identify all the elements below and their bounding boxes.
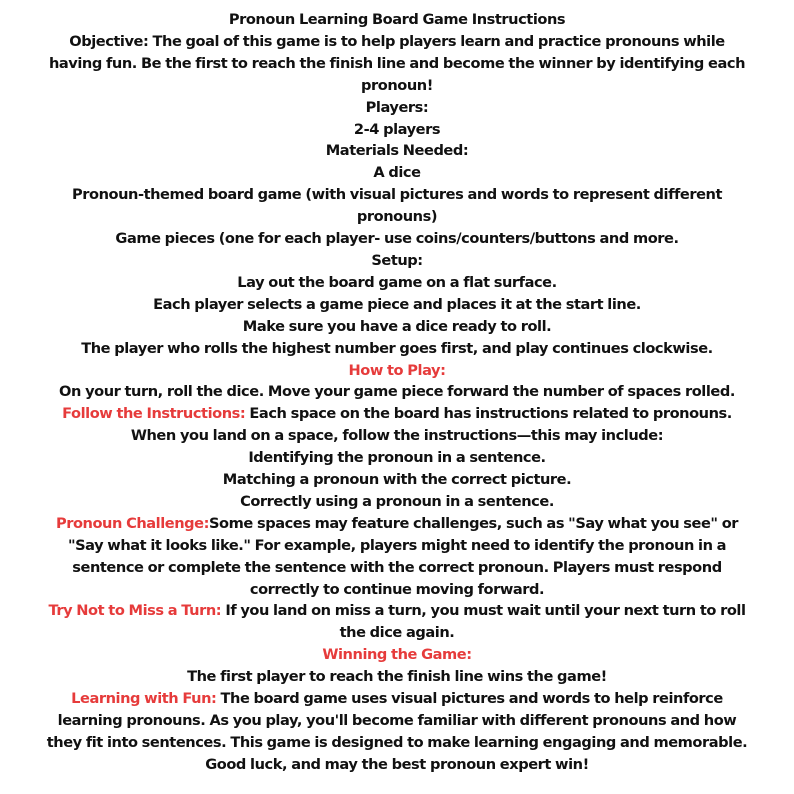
how-to-play-heading: How to Play: — [348, 361, 446, 379]
miss-turn-label: Try Not to Miss a Turn: — [48, 602, 222, 620]
materials-item-dice: A dice — [373, 164, 421, 182]
objective-paragraph: Objective: The goal of this game is to help players learn and practice pronouns while having fun. Be the first to reach the finish line and become the winner by identifying each pronoun! — [48, 32, 746, 94]
players-count: 2-4 players — [353, 120, 441, 138]
setup-step: Each player selects a game piece and places it at the start line. — [153, 295, 641, 313]
pronoun-challenge-text: Some spaces may feature challenges, such as "Say what you see" or "Say what it looks like." For example, players might need to identify the pronoun in a sentence or complete the sentence with the correct pronoun. Players must respond correctly to continue moving forward. — [67, 514, 739, 598]
instruction-item: Correctly using a pronoun in a sentence. — [240, 492, 554, 510]
instruction-item: Matching a pronoun with the correct picture. — [222, 471, 572, 489]
materials-heading: Materials Needed: — [325, 142, 469, 160]
learning-fun-paragraph — [44, 688, 750, 754]
pronoun-challenge-paragraph — [44, 513, 750, 601]
pronoun-challenge-label: Pronoun Challenge: — [55, 514, 209, 532]
follow-instructions-text: Each space on the board has instructions related to pronouns. — [245, 405, 732, 423]
winning-heading: Winning the Game: — [322, 646, 472, 664]
miss-turn-text: If you land on miss a turn, you must wait until your next turn to roll the dice again. — [221, 602, 746, 642]
follow-instructions-paragraph — [44, 403, 750, 425]
setup-step: Lay out the board game on a flat surface. — [237, 273, 557, 291]
follow-instructions-label: Follow the Instructions: — [62, 405, 246, 423]
setup-step: The player who rolls the highest number goes first, and play continues clockwise. — [81, 339, 713, 357]
page-title: Pronoun Learning Board Game Instructions — [228, 11, 566, 28]
learning-fun-label: Learning with Fun: — [71, 690, 217, 708]
learning-fun-text: The board game uses visual pictures and words to help reinforce learning pronouns. As you play, you'll become familiar with different pronouns and how they fit into sentences. This game is designed to make learning engaging and memorable. — [46, 690, 748, 751]
instruction-item: Identifying the pronoun in a sentence. — [248, 449, 546, 467]
setup-heading: Setup: — [371, 251, 423, 269]
winning-text: The first player to reach the finish line wins the game! — [187, 668, 607, 686]
materials-item-board: Pronoun-themed board game (with visual pictures and words to represent different pronouns) — [72, 186, 722, 226]
setup-step: Make sure you have a dice ready to roll. — [242, 317, 552, 335]
materials-item-pieces: Game pieces (one for each player- use coins/counters/buttons and more. — [115, 230, 679, 248]
how-to-play-text: On your turn, roll the dice. Move your game piece forward the number of spaces rolled. — [59, 383, 735, 401]
follow-instructions-intro: When you land on a space, follow the instructions—this may include: — [130, 427, 664, 445]
closing-line: Good luck, and may the best pronoun expert win! — [205, 755, 589, 773]
players-heading: Players: — [365, 98, 429, 116]
miss-turn-paragraph — [44, 600, 750, 644]
